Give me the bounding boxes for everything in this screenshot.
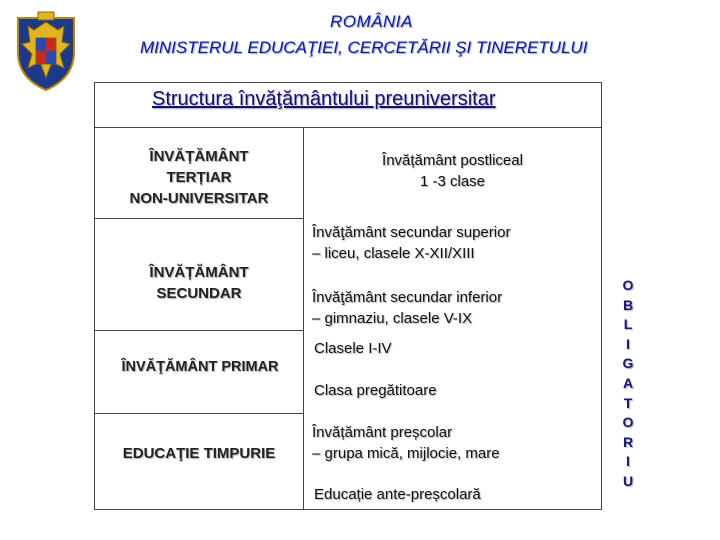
ante-preschool-entry: Educație ante-preșcolară [314, 486, 481, 503]
secondary-level-label: ÎNVĂȚĂMÂNT SECUNDAR [149, 264, 249, 302]
upper-secondary-entry: Învăţământ secundar superior – liceu, clasele X-XII/XIII [312, 224, 511, 262]
row-divider [94, 218, 303, 219]
coat-of-arms-icon [12, 8, 80, 92]
preschool-entry: Învățământ preșcolar – grupa mică, mijlocie, mare [312, 424, 500, 462]
preparatory-class-entry: Clasa pregătitoare [314, 382, 437, 399]
primary-grades-entry: Clasele I-IV [314, 340, 392, 357]
lower-secondary-entry: Învăţământ secundar inferior – gimnaziu, clasele V-IX [312, 289, 503, 327]
row-divider [94, 413, 303, 414]
column-divider [303, 127, 304, 510]
tertiary-level-label: ÎNVĂȚĂMÂNT TERȚIAR NON-UNIVERSITAR [129, 148, 269, 207]
ministry-heading: MINISTERUL EDUCAŢIEI, CERCETĂRII ŞI TINERETULUI [140, 38, 588, 57]
compulsory-vertical-label: O B L I G A T O R I U [622, 277, 634, 489]
early-education-label: EDUCAŢIE TIMPURIE [122, 445, 276, 462]
table-title: Structura învăţământului preuniversitar [152, 88, 496, 110]
postliceal-entry: Învățământ postliceal 1 -3 clase [382, 152, 523, 190]
country-heading: ROMÂNIA [330, 12, 413, 31]
row-divider [94, 330, 303, 331]
primary-level-label: ÎNVĂŢĂMÂNT PRIMAR [121, 359, 279, 375]
title-divider [94, 127, 602, 128]
